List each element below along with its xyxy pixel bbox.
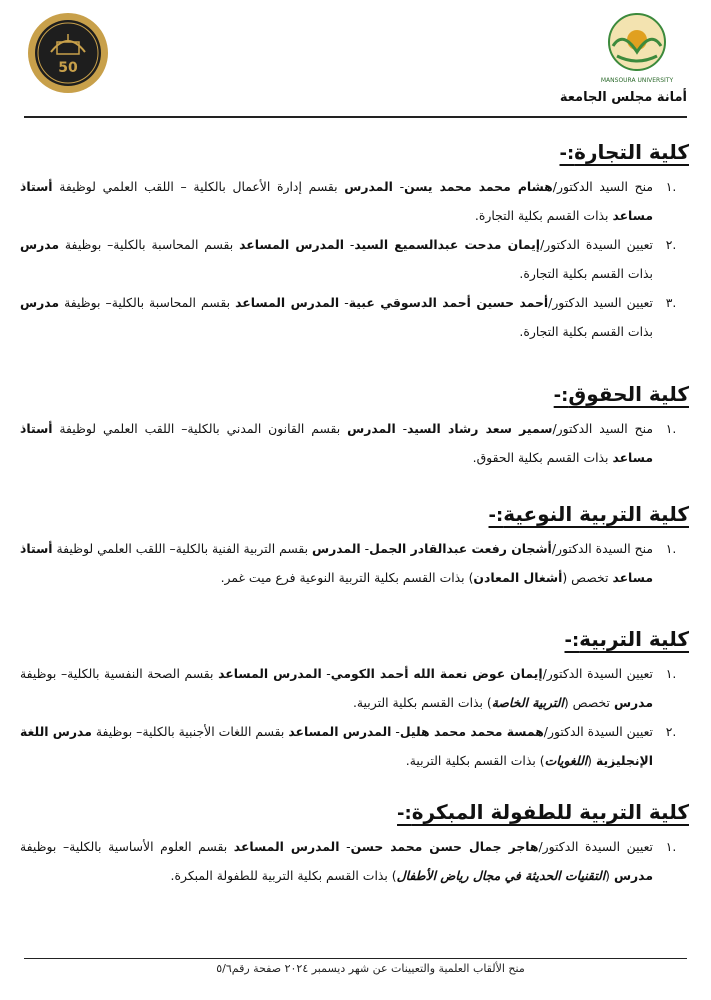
text-run: ) بذات القسم بكلية التربية.	[352, 695, 492, 710]
text-run: تعيين السيدة الدكتور/	[543, 724, 653, 739]
item-text	[20, 414, 653, 472]
text-run: المدرس	[347, 421, 396, 436]
text-run: إيمان عوض نعمة الله أحمد الكومي	[330, 666, 543, 681]
text-run: بقسم الصحة النفسية بالكلية– بوظيفة	[20, 666, 219, 681]
section	[20, 140, 689, 346]
text-run: أحمد حسين أحمد الدسوقي عبية	[348, 295, 549, 310]
list-item	[20, 230, 689, 288]
text-run: -	[360, 541, 370, 556]
text-run: اللغويات	[544, 753, 588, 768]
text-run: مدرس	[20, 237, 60, 252]
text-run: همسة محمد محمد هليل	[399, 724, 544, 739]
text-run: أستاذ مساعد	[20, 421, 653, 465]
item-number: .٢	[665, 237, 677, 252]
section-title	[20, 382, 689, 406]
item-text	[20, 832, 653, 890]
logo-number: 50	[58, 60, 78, 76]
text-run: ) بذات القسم بكلية التربية النوعية فرع ميت غمر.	[220, 570, 474, 585]
item-number: .١	[665, 541, 677, 556]
text-run: تعيين السيدة الدكتور/	[538, 839, 653, 854]
item-number: .١	[665, 839, 677, 854]
text-run: المدرس المساعد	[239, 237, 345, 252]
item-list	[20, 659, 689, 775]
text-run: هشام محمد محمد يسن	[404, 179, 553, 194]
text-run: المدرس المساعد	[288, 724, 392, 739]
text-run: ) بذات القسم بكلية التربية للطفولة المبكرة.	[170, 868, 397, 883]
section-title	[20, 502, 689, 526]
text-run: بذات القسم بكلية الحقوق.	[472, 450, 613, 465]
item-text	[20, 717, 653, 775]
text-run: بقسم المحاسبة بالكلية– بوظيفة	[59, 237, 240, 252]
section-title-text: كلية التربية النوعية	[503, 502, 689, 526]
section-title-text: كلية الحقوق	[568, 382, 689, 406]
text-run: هاجر جمال حسن محمد حسن	[350, 839, 539, 854]
text-run: المدرس	[312, 541, 361, 556]
footer-text: منح الألقاب العلمية والتعيينات عن شهر ديسمبر ٢٠٢٤	[284, 962, 525, 975]
university-logo	[583, 10, 691, 100]
list-item	[20, 832, 689, 890]
text-run: بذات القسم بكلية التجارة.	[474, 208, 613, 223]
text-run: تخصص (	[562, 570, 613, 585]
item-text	[20, 230, 653, 288]
text-run: -	[395, 421, 408, 436]
council-title: أمانة مجلس الجامعة	[559, 90, 687, 105]
text-run: مدرس اللغة الإنجليزية	[20, 724, 653, 768]
footer-divider	[24, 958, 687, 959]
text-run: -	[344, 237, 355, 252]
text-run: المدرس	[344, 179, 393, 194]
text-run: المدرس المساعد	[235, 295, 340, 310]
text-run: تخصص (	[563, 695, 614, 710]
text-run: -	[339, 839, 351, 854]
section	[20, 502, 689, 592]
section-title-text: كلية التربية للطفولة المبكرة	[411, 800, 689, 824]
section-title-suffix: :-	[564, 630, 580, 651]
text-run: بقسم التربية الفنية بالكلية– اللقب العلمي لوظيفة	[52, 541, 313, 556]
text-run: مدرس	[613, 868, 653, 883]
section-title	[20, 140, 689, 164]
text-run: تعيين السيدة الدكتور/	[540, 237, 654, 252]
text-run: مدرس	[20, 295, 60, 310]
item-list	[20, 534, 689, 592]
item-number: .١	[665, 179, 677, 194]
item-number: .١	[665, 666, 677, 681]
text-run: أستاذ مساعد	[20, 179, 653, 223]
text-run: المدرس المساعد	[218, 666, 322, 681]
text-run: (	[587, 753, 596, 768]
section-title-text: كلية التجارة	[574, 140, 689, 164]
item-text	[20, 659, 653, 717]
text-run: التربية الخاصة	[491, 695, 564, 710]
text-run: منح السيد الدكتور/	[552, 179, 653, 194]
anniversary-logo	[27, 12, 109, 94]
section-title-suffix: :-	[553, 385, 569, 406]
header-divider	[24, 116, 687, 118]
text-run: بقسم إدارة الأعمال بالكلية – اللقب العلمي لوظيفة	[52, 179, 345, 194]
item-number: .١	[665, 421, 677, 436]
section-title-suffix: :-	[397, 803, 412, 824]
list-item	[20, 414, 689, 472]
text-run: سمير سعد رشاد السيد	[407, 421, 553, 436]
section-title-suffix: :-	[488, 505, 504, 526]
section-title-suffix: :-	[559, 143, 575, 164]
text-run: مدرس	[613, 695, 653, 710]
text-run: منح السيدة الدكتور/	[551, 541, 653, 556]
page-footer	[0, 962, 711, 975]
text-run: إيمان مدحت عبدالسميع السيد	[354, 237, 541, 252]
item-text	[20, 172, 653, 230]
section	[20, 382, 689, 472]
text-run: -	[339, 295, 349, 310]
list-item	[20, 534, 689, 592]
list-item	[20, 717, 689, 775]
text-run: تعيين السيد الدكتور/	[548, 295, 653, 310]
text-run: (	[605, 868, 614, 883]
list-item	[20, 288, 689, 346]
text-run: تعيين السيدة الدكتور/	[542, 666, 653, 681]
text-run: أشجان رفعت عبدالقادر الجمل	[369, 541, 552, 556]
text-run: بقسم العلوم الأساسية بالكلية– بوظيفة	[20, 839, 234, 854]
section-title	[20, 800, 689, 824]
section-title	[20, 627, 689, 651]
item-text	[20, 288, 653, 346]
list-item	[20, 659, 689, 717]
list-item	[20, 172, 689, 230]
text-run: أستاذ مساعد	[20, 541, 653, 585]
text-run: -	[321, 666, 331, 681]
text-run: بذات القسم بكلية التجارة.	[519, 324, 653, 339]
section	[20, 800, 689, 890]
text-run: منح السيد الدكتور/	[552, 421, 653, 436]
text-run: المدرس المساعد	[233, 839, 340, 854]
item-number: .٢	[665, 724, 677, 739]
logo-latin-text: MANSOURA UNIVERSITY	[600, 77, 674, 84]
text-run: بقسم المحاسبة بالكلية– بوظيفة	[59, 295, 236, 310]
section-title-text: كلية التربية	[579, 627, 689, 651]
page-number: صفحة رقم٥/٦	[216, 962, 282, 975]
text-run: التقنيات الحديثة في مجال رياض الأطفال	[396, 868, 606, 883]
item-text	[20, 534, 653, 592]
text-run: بقسم القانون المدني بالكلية– اللقب العلمي لوظيفة	[52, 421, 348, 436]
text-run: بقسم اللغات الأجنبية بالكلية– بوظيفة	[91, 724, 289, 739]
text-run: أشغال المعادن	[473, 570, 563, 585]
item-number: .٣	[665, 295, 677, 310]
text-run: بذات القسم بكلية التجارة.	[519, 266, 653, 281]
text-run: ) بذات القسم بكلية التربية.	[405, 753, 545, 768]
item-list	[20, 414, 689, 472]
text-run: -	[392, 179, 405, 194]
item-list	[20, 172, 689, 346]
section	[20, 627, 689, 775]
item-list	[20, 832, 689, 890]
text-run: -	[391, 724, 400, 739]
